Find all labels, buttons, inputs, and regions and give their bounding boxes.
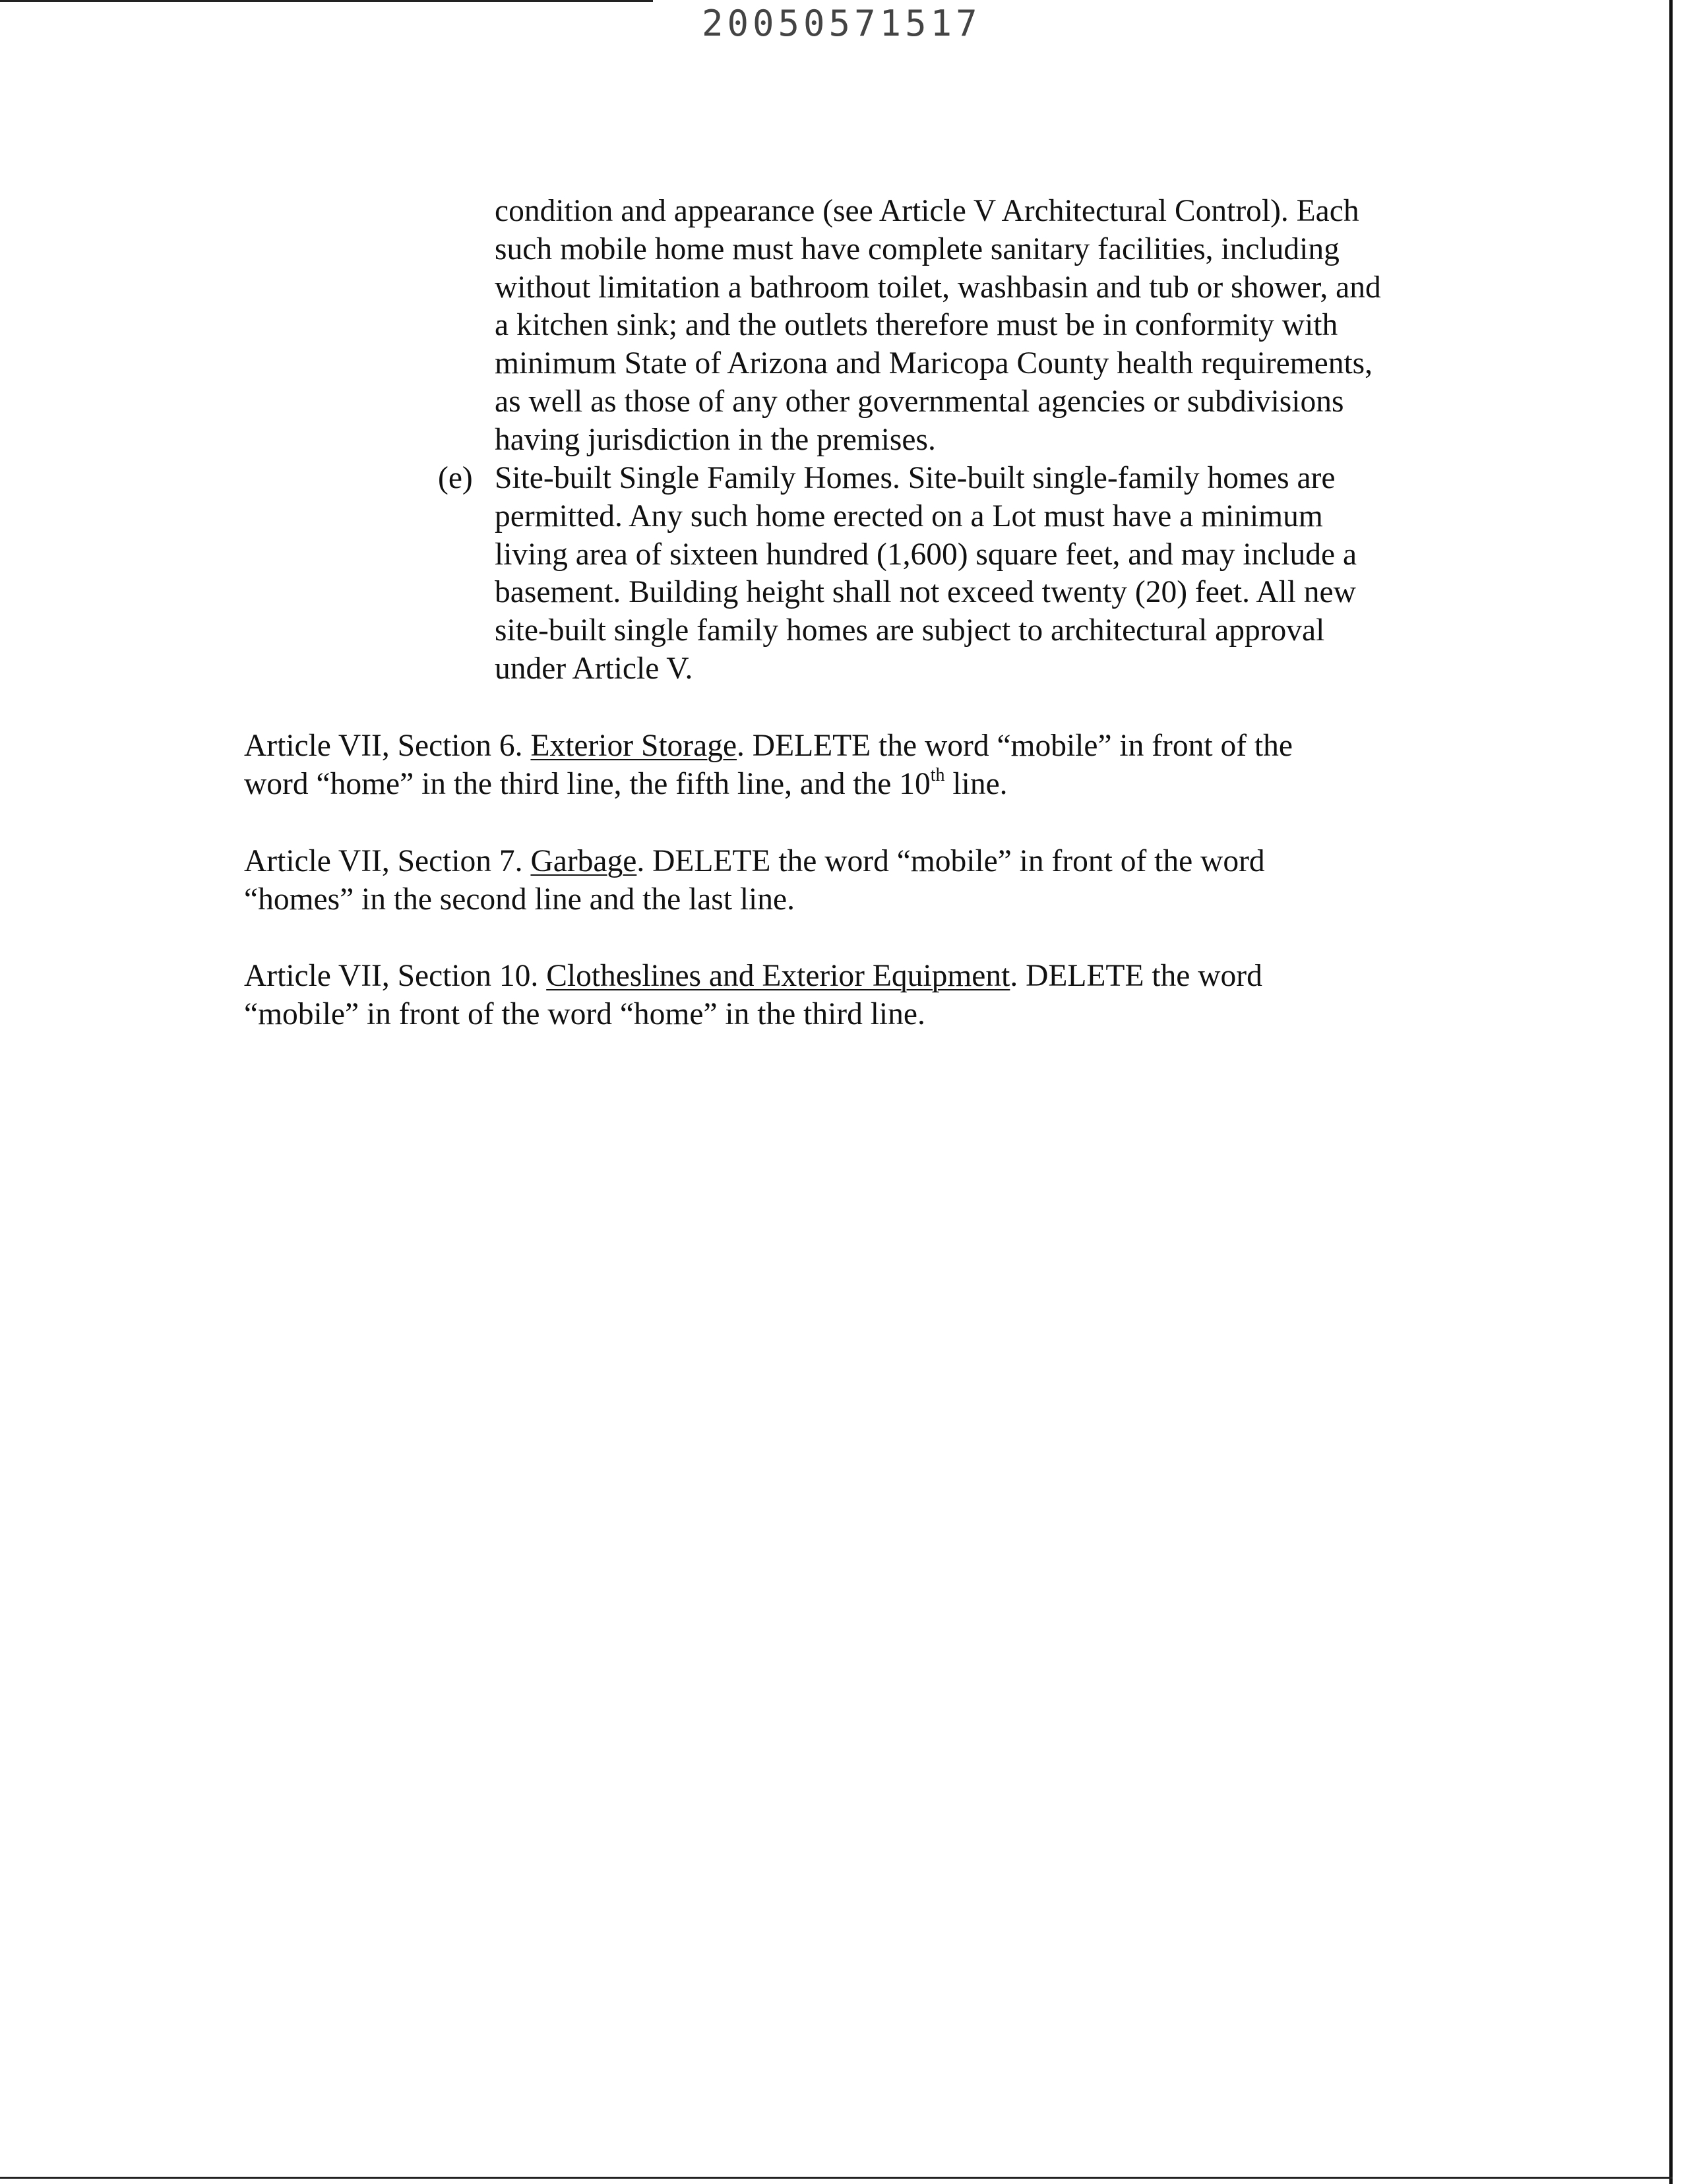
section-title: Garbage: [530, 844, 637, 878]
section-text: word “home” in the third line, the fifth line, and the 10: [244, 766, 931, 801]
section-text: line.: [944, 766, 1008, 801]
text-line: “homes” in the second line and the last line.: [244, 882, 795, 917]
text-line: minimum State of Arizona and Maricopa County health requirements,: [495, 346, 1373, 381]
section-6-paragraph: [244, 727, 1293, 804]
text-line: living area of sixteen hundred (1,600) square feet, and may include a: [495, 537, 1357, 572]
text-line: site-built single family homes are subject to architectural approval: [495, 613, 1325, 648]
section-reference: Article VII, Section 10.: [244, 959, 547, 993]
text-line: [244, 957, 1262, 996]
text-line: condition and appearance (see Article V Architectural Control). Each: [495, 194, 1359, 228]
section-title: Clotheslines and Exterior Equipment: [546, 959, 1010, 993]
bottom-scan-border: [0, 2177, 1673, 2179]
section-reference: Article VII, Section 6.: [244, 729, 531, 763]
text-line: such mobile home must have complete sanitary facilities, including: [495, 231, 1340, 266]
section-text: . DELETE the word “mobile” in front of the: [737, 729, 1293, 763]
text-line: under Article V.: [495, 651, 693, 686]
section-10-paragraph: [244, 957, 1262, 1034]
text-line: permitted. Any such home erected on a Lot must have a minimum: [495, 499, 1323, 533]
text-line: [244, 727, 1293, 766]
text-line: as well as those of any other governmental agencies or subdivisions: [495, 384, 1344, 419]
text-line: [244, 766, 1293, 804]
right-scan-border: [1669, 0, 1673, 2184]
list-item-text: [495, 460, 1357, 688]
text-line: having jurisdiction in the premises.: [495, 422, 936, 457]
top-scan-rule: [0, 0, 653, 2]
text-line: [244, 843, 1265, 881]
section-text: . DELETE the word “mobile” in front of the word: [636, 844, 1265, 878]
text-line: without limitation a bathroom toilet, washbasin and tub or shower, and: [495, 270, 1381, 305]
text-line: Site-built Single Family Homes. Site-built single-family homes are: [495, 461, 1336, 495]
text-line: a kitchen sink; and the outlets therefore must be in conformity with: [495, 308, 1338, 343]
ordinal-superscript: th: [930, 764, 945, 785]
text-line: basement. Building height shall not exceed twenty (20) feet. All new: [495, 575, 1356, 610]
list-marker: (e): [438, 461, 473, 495]
text-line: “mobile” in front of the word “home” in the third line.: [244, 996, 925, 1031]
section-7-paragraph: [244, 843, 1265, 919]
continuation-paragraph: [495, 193, 1381, 460]
section-title: Exterior Storage: [530, 729, 737, 763]
document-number: 20050571517: [702, 3, 981, 44]
section-text: . DELETE the word: [1010, 959, 1262, 993]
section-reference: Article VII, Section 7.: [244, 844, 531, 878]
